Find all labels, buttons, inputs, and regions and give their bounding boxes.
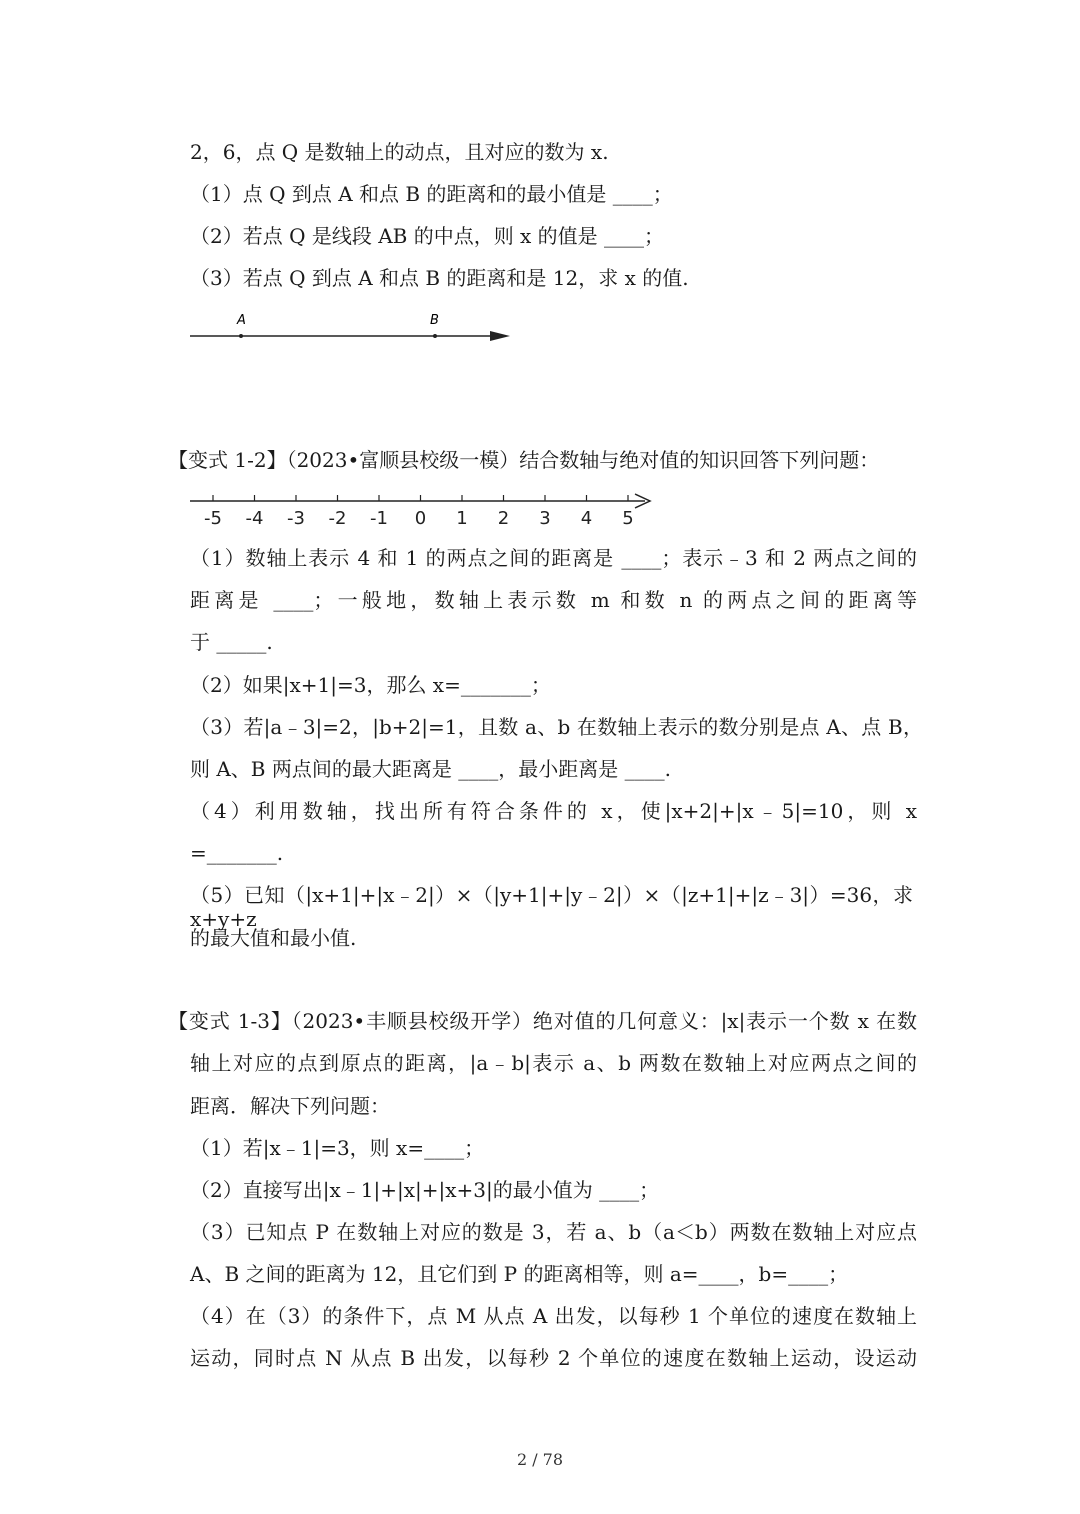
page-number: 2 / 78 [516, 1450, 564, 1469]
question-4-line-1: （4）利用数轴，找出所有符合条件的 x，使|x+2|+|x﹣5|=10，则 x [190, 799, 917, 823]
tick-label: -3 [287, 508, 305, 529]
arrow-head-icon [490, 331, 510, 341]
point-a-label: A [237, 313, 246, 328]
question-4-line-2: 运动，同时点 N 从点 B 出发，以每秒 2 个单位的速度在数轴上运动，设运动 [190, 1346, 917, 1370]
point-a-dot [239, 334, 243, 338]
number-line-figure-ticks [185, 488, 660, 530]
problem-1-3-heading-line-3: 距离．解决下列问题： [190, 1094, 390, 1118]
question-5-line-2: 的最大值和最小值. [190, 926, 357, 950]
point-b-label: B [430, 313, 439, 328]
question-3: （3）若点 Q 到点 A 和点 B 的距离和是 12，求 x 的值. [190, 266, 689, 290]
point-b-dot [433, 334, 437, 338]
tick-label: -2 [328, 508, 347, 529]
question-1: （1）点 Q 到点 A 和点 B 的距离和的最小值是 ____； [190, 182, 673, 206]
tick-label: 5 [622, 508, 634, 529]
tick-label: 4 [580, 508, 593, 529]
number-line-figure-ab [185, 305, 520, 350]
question-3-line-1: （3）已知点 P 在数轴上对应的数是 3，若 a、b（a＜b）两数在数轴上对应点 [190, 1220, 917, 1244]
question-1: （1）若|x﹣1|=3，则 x=____； [190, 1136, 485, 1160]
question-2: （2）直接写出|x﹣1|+|x|+|x+3|的最小值为 ____； [190, 1178, 660, 1202]
question-2: （2）如果|x+1|=3，那么 x=_______； [190, 673, 551, 697]
problem-1-3-heading-line-1: 【变式 1-3】（2023•丰顺县校级开学）绝对值的几何意义：|x|表示一个数 x 在数 [168, 1009, 917, 1033]
tick-label: 0 [414, 508, 427, 529]
question-4-line-2: =_______. [190, 841, 284, 865]
problem-intro-line: 2，6，点 Q 是数轴上的动点，且对应的数为 x. [190, 140, 609, 164]
tick-label: 2 [497, 508, 510, 529]
tick-label: -5 [204, 508, 222, 529]
question-3-line-1: （3）若|a﹣3|=2，|b+2|=1，且数 a、b 在数轴上表示的数分别是点 A、点 B， [190, 715, 923, 739]
tick-label: -4 [245, 508, 264, 529]
question-3-line-2: 则 A、B 两点间的最大距离是 ____，最小距离是 ____. [190, 757, 671, 781]
tick-group [204, 495, 634, 529]
question-4-line-1: （4）在（3）的条件下，点 M 从点 A 出发，以每秒 1 个单位的速度在数轴上 [190, 1304, 917, 1328]
tick-label: 3 [539, 508, 551, 529]
problem-1-3-heading-line-2: 轴上对应的点到原点的距离，|a﹣b|表示 a、b 两数在数轴上对应两点之间的 [190, 1051, 917, 1075]
problem-1-2-heading: 【变式 1-2】（2023•富顺县校级一模）结合数轴与绝对值的知识回答下列问题： [168, 448, 880, 472]
question-1-line-3: 于 _____. [190, 630, 273, 654]
question-3-line-2: A、B 之间的距离为 12，且它们到 P 的距离相等，则 a=____，b=____； [190, 1262, 849, 1286]
tick-label: 1 [456, 508, 468, 529]
tick-label: -1 [370, 508, 388, 529]
question-1-line-1: （1）数轴上表示 4 和 1 的两点之间的距离是 ____；表示﹣3 和 2 两点之间的 [190, 546, 917, 570]
question-2: （2）若点 Q 是线段 AB 的中点，则 x 的值是 ____； [190, 224, 665, 248]
question-5-line-1: （5）已知（|x+1|+|x﹣2|）×（|y+1|+|y﹣2|）×（|z+1|+|z﹣3|）=36，求 x+y+z [190, 883, 913, 931]
question-1-line-2: 距离是 ____；一般地，数轴上表示数 m 和数 n 的两点之间的距离等 [190, 588, 917, 612]
